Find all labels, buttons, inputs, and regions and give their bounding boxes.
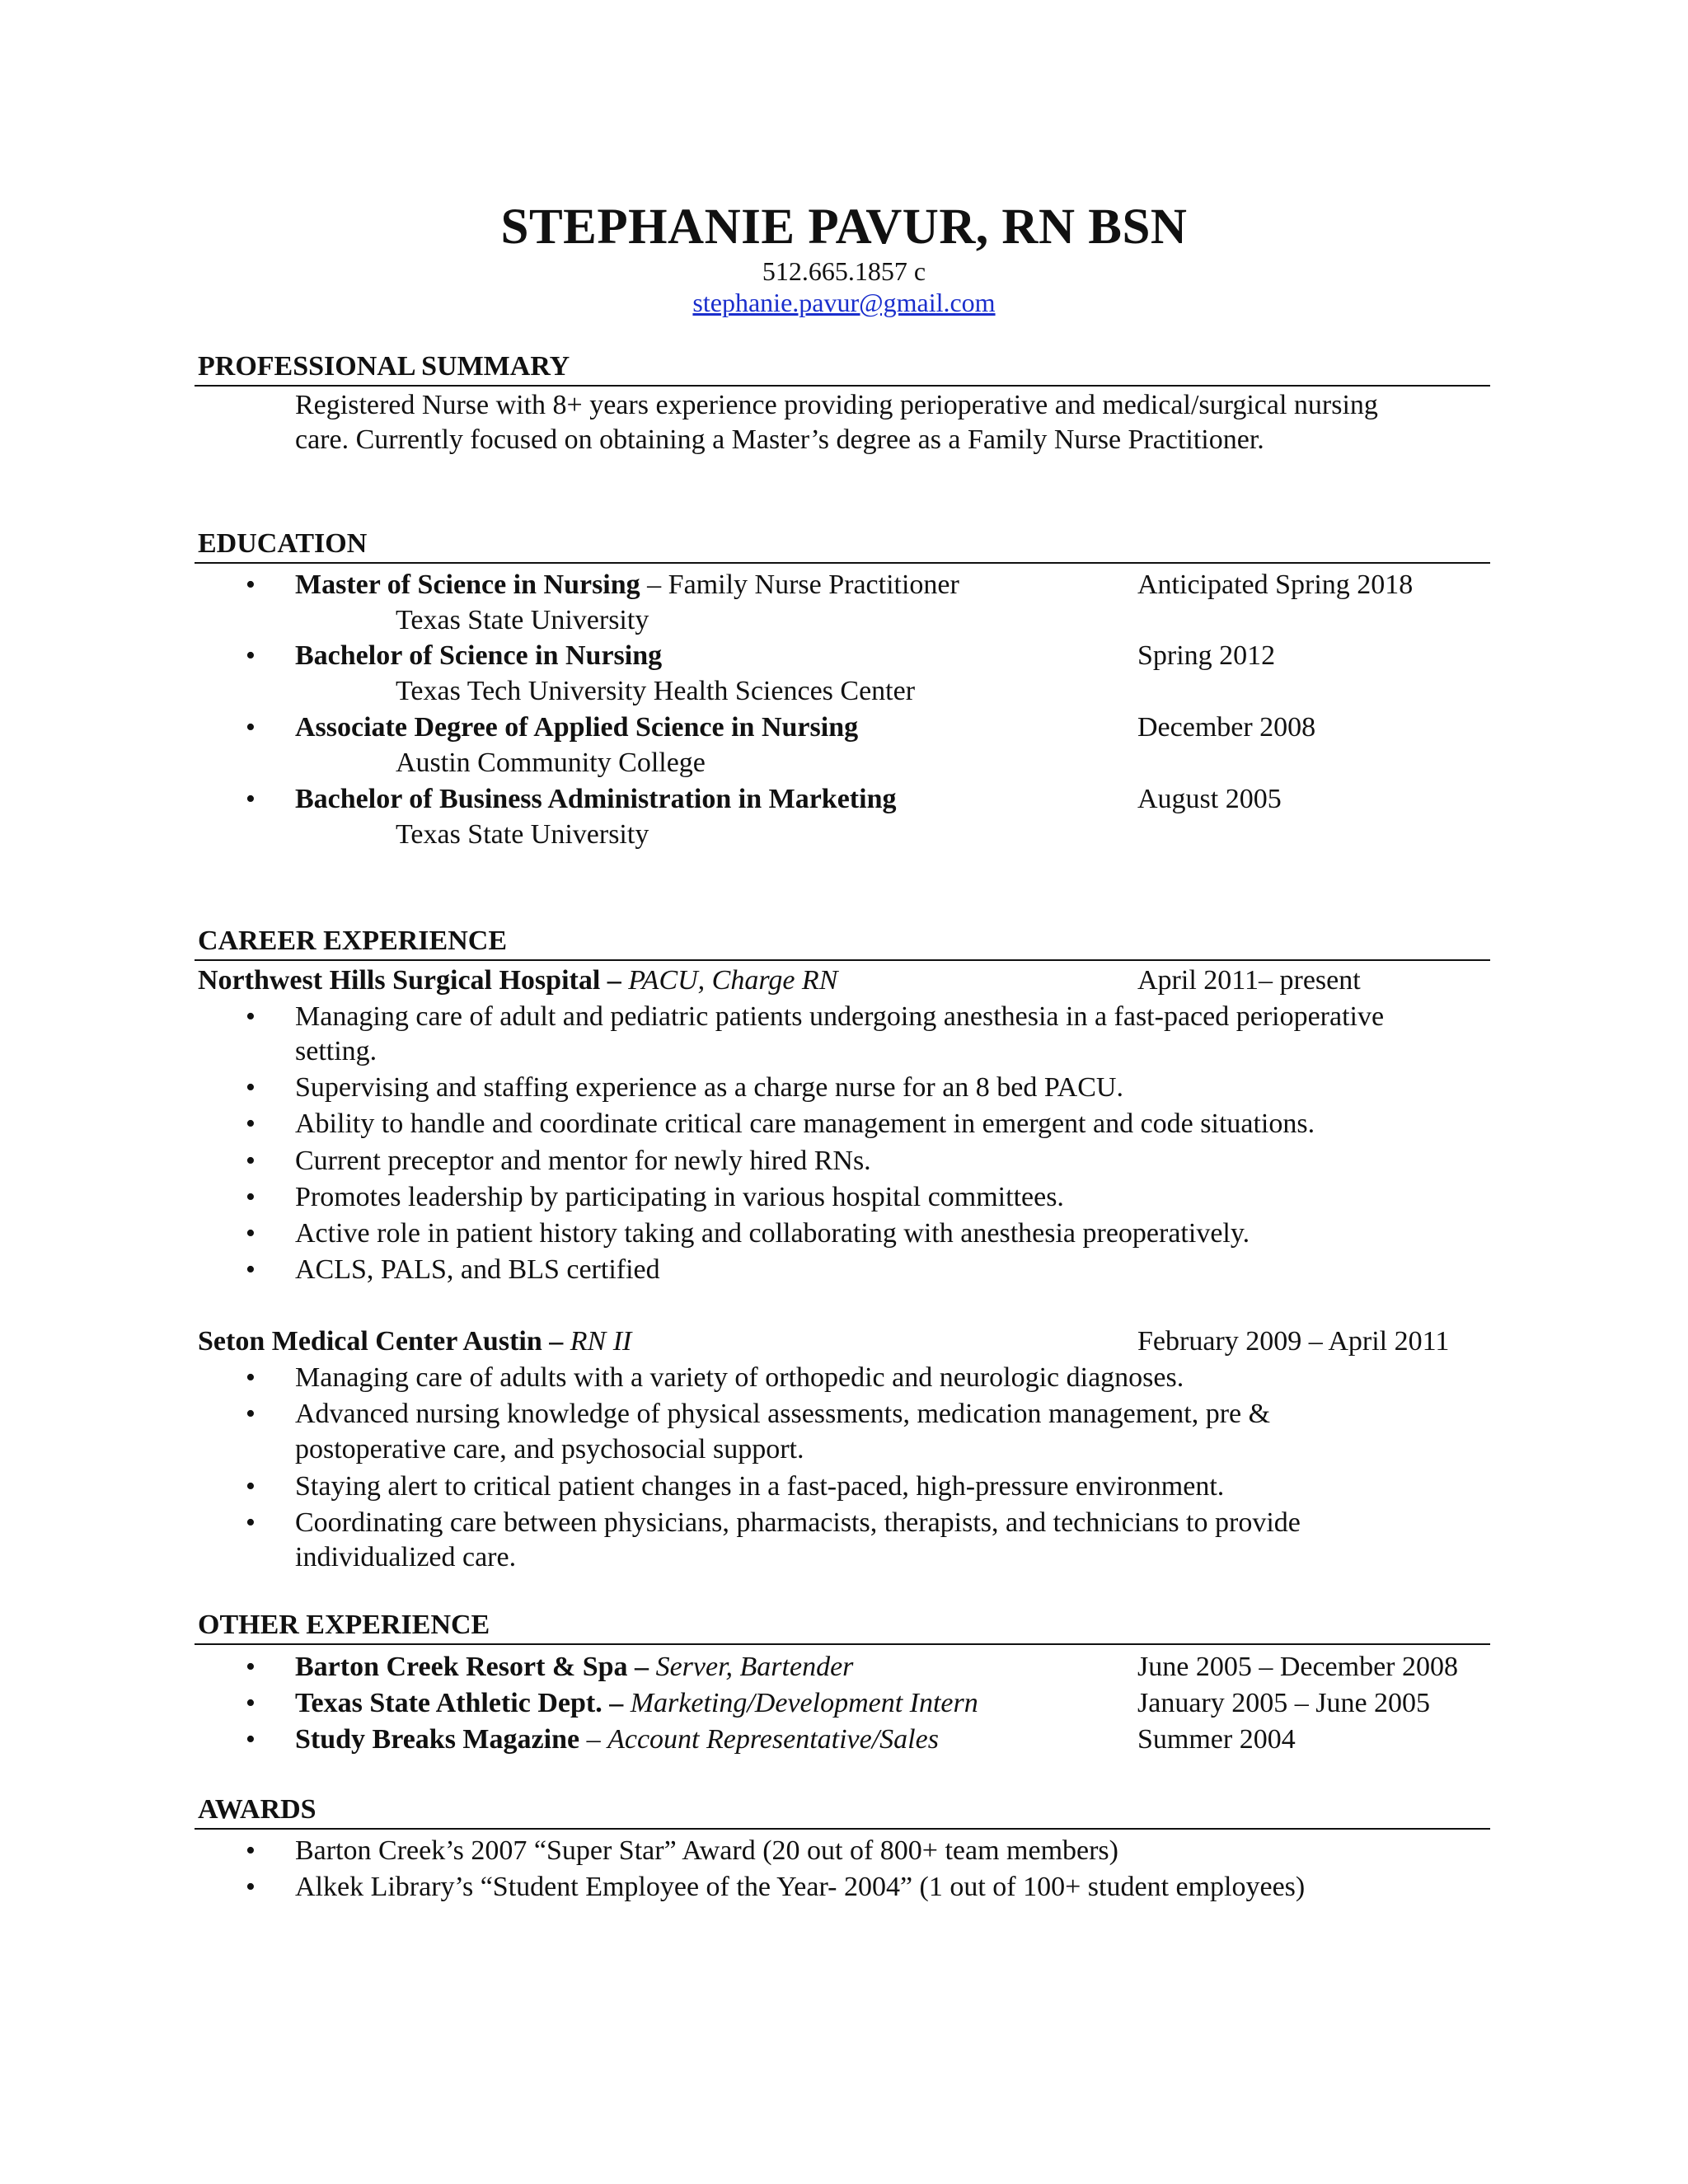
bullet-icon: • [246,712,256,743]
education-degree: Bachelor of Science in Nursing [295,640,663,671]
section-divider [195,959,1490,961]
education-school: Austin Community College [396,748,706,778]
bullet-icon: • [246,1872,256,1902]
resume-name: STEPHANIE PAVUR, RN BSN [500,199,1188,255]
section-divider [195,562,1490,564]
other-separator: – [579,1724,608,1755]
other-date: January 2005 – June 2005 [1137,1688,1431,1718]
bullet-icon: • [246,1724,256,1755]
other-employer: Study Breaks Magazine [295,1724,580,1755]
job-bullet: Managing care of adult and pediatric patients undergoing anesthesia in a fast-paced perioperative [295,1001,1385,1032]
job-bullet: Ability to handle and coordinate critical care management in emergent and code situations. [295,1108,1315,1139]
bullet-icon: • [246,1835,256,1866]
bullet-icon: • [246,1146,256,1176]
job-date: April 2011– present [1137,965,1361,996]
other-employer: Texas State Athletic Dept. – [295,1688,631,1718]
job-bullet: Active role in patient history taking and collaborating with anesthesia preoperatively. [295,1218,1250,1249]
education-date: December 2008 [1137,712,1316,743]
job-bullet: Promotes leadership by participating in various hospital committees. [295,1182,1064,1212]
bullet-icon: • [246,1218,256,1249]
other-item [295,1687,978,1720]
job-employer: Northwest Hills Surgical Hospital – [198,965,629,996]
degree-detail: – Family Nurse Practitioner [640,569,959,600]
job-heading [198,1325,631,1358]
bullet-icon: • [246,1108,256,1139]
job-bullet: Staying alert to critical patient changes in a fast-paced, high-pressure environment. [295,1471,1225,1502]
education-school: Texas State University [396,605,649,635]
section-title-awards: AWARDS [198,1794,316,1825]
section-divider [195,385,1490,387]
email-line [0,287,1688,318]
job-bullet: Supervising and staffing experience as a charge nurse for an 8 bed PACU. [295,1072,1123,1103]
other-role: Account Representative/Sales [607,1724,939,1755]
other-date: Summer 2004 [1137,1724,1296,1755]
job-bullet: Coordinating care between physicians, pharmacists, therapists, and technicians to provide [295,1507,1301,1538]
other-date: June 2005 – December 2008 [1137,1652,1459,1682]
job-date: February 2009 – April 2011 [1137,1326,1450,1357]
job-bullet-continued: postoperative care, and psychosocial support. [295,1434,804,1465]
phone-number: 512.665.1857 c [762,256,926,286]
bullet-icon: • [246,1507,256,1538]
section-title-career: CAREER EXPERIENCE [198,926,507,956]
job-bullet-continued: individualized care. [295,1542,517,1572]
bullet-icon: • [246,784,256,814]
bullet-icon: • [246,1001,256,1032]
award-item: Barton Creek’s 2007 “Super Star” Award (20 out of 800+ team members) [295,1835,1118,1866]
section-divider [195,1828,1490,1830]
other-item [295,1723,939,1756]
job-bullet: ACLS, PALS, and BLS certified [295,1254,660,1285]
bullet-icon: • [246,1254,256,1285]
summary-line: care. Currently focused on obtaining a Master’s degree as a Family Nurse Practitioner. [295,424,1264,455]
job-role: PACU, Charge RN [628,965,838,996]
job-role: RN II [570,1326,632,1357]
degree-name: Master of Science in Nursing [295,569,640,600]
bullet-icon: • [246,640,256,671]
bullet-icon: • [246,569,256,600]
job-employer: Seton Medical Center Austin – [198,1326,570,1357]
bullet-icon: • [246,1471,256,1502]
summary-line: Registered Nurse with 8+ years experience providing perioperative and medical/surgical nursing [295,390,1378,420]
bullet-icon: • [246,1182,256,1212]
other-employer: Barton Creek Resort & Spa – [295,1652,656,1682]
education-date: Spring 2012 [1137,640,1276,671]
bullet-icon: • [246,1362,256,1393]
education-degree: Bachelor of Business Administration in Marketing [295,784,897,814]
job-bullet-continued: setting. [295,1036,377,1066]
other-item [295,1651,853,1684]
section-title-other: OTHER EXPERIENCE [198,1610,490,1640]
bullet-icon: • [246,1399,256,1429]
other-role: Server, Bartender [655,1652,854,1682]
email-link[interactable]: stephanie.pavur@gmail.com [692,288,996,317]
award-item: Alkek Library’s “Student Employee of the Year- 2004” (1 out of 100+ student employees) [295,1872,1306,1902]
bullet-icon: • [246,1072,256,1103]
job-bullet: Managing care of adults with a variety of orthopedic and neurologic diagnoses. [295,1362,1184,1393]
education-date: August 2005 [1137,784,1282,814]
education-date: Anticipated Spring 2018 [1137,569,1414,600]
education-degree: Associate Degree of Applied Science in Nursing [295,712,859,743]
job-heading [198,964,837,997]
other-role: Marketing/Development Intern [630,1688,978,1718]
section-title-education: EDUCATION [198,528,368,559]
education-degree [295,569,959,602]
section-title-summary: PROFESSIONAL SUMMARY [198,351,570,382]
bullet-icon: • [246,1688,256,1718]
bullet-icon: • [246,1652,256,1682]
job-bullet: Current preceptor and mentor for newly hired RNs. [295,1146,871,1176]
section-divider [195,1643,1490,1645]
education-school: Texas Tech University Health Sciences Center [396,676,916,706]
education-school: Texas State University [396,819,649,850]
job-bullet: Advanced nursing knowledge of physical assessments, medication management, pre & [295,1399,1271,1429]
